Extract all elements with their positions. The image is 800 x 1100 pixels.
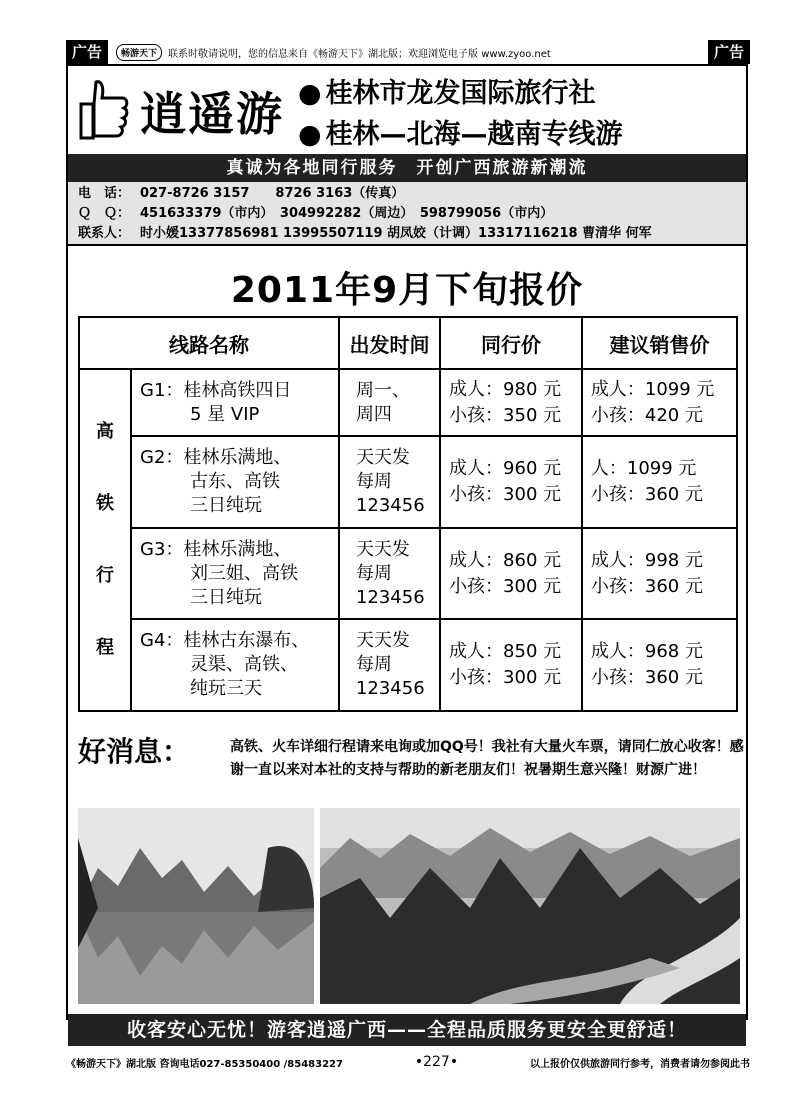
route-line: G1：桂林高铁四日 [140,379,292,401]
footer-left: 《畅游天下》湖北版 咨询电话027-85350400 /85483227 [66,1058,343,1070]
time-line: 每周 [355,654,392,676]
qq-label: Ｑ Ｑ： [78,206,131,221]
time-line: 每周 [355,562,392,584]
person-label: 联系人： [78,226,131,241]
thumbs-up-icon [78,78,130,144]
brand-logo: 逍遥游 [140,87,284,141]
footer [66,1054,750,1070]
route-line: 古东、高铁 [190,471,280,493]
qq-value: 451633379（市内） 304992282（周边） 598799056（市内） [140,206,554,221]
time-cell [339,436,440,528]
sale-price-cell [582,619,737,711]
table-header-row [79,317,737,369]
header-peer-price: 同行价 [440,317,582,369]
price-child: 小孩：360 元 [590,484,703,506]
price-child: 小孩：300 元 [449,484,562,506]
time-line: 123456 [355,586,425,608]
contact-person-line [78,224,736,244]
category-char: 高 [96,421,114,442]
route-line: 5 星 VIP [190,403,260,425]
price-adult: 成人：998 元 [590,549,703,571]
price-child: 小孩：300 元 [449,667,562,689]
price-child: 小孩：360 元 [590,575,703,597]
price-child: 小孩：360 元 [590,667,703,689]
sale-price-cell [582,528,737,620]
price-adult: 人：1099 元 [590,458,697,480]
price-table [78,316,738,712]
top-notice [108,44,708,61]
price-adult: 成人：850 元 [449,641,562,663]
price-adult: 成人：1099 元 [590,378,715,400]
table-row [79,436,737,528]
page-title: 2011年9月下旬报价 [230,270,584,311]
category-char: 铁 [96,493,114,514]
category-label [79,369,131,711]
route-line: G2：桂林乐满地、 [140,447,292,469]
table-row [79,528,737,620]
price-adult: 成人：960 元 [449,458,562,480]
peer-price-cell [440,369,582,436]
route-line: 纯玩三天 [190,678,262,700]
ad-tag-left: 广告 [66,40,108,64]
slogan-band: 真诚为各地同行服务 开创广西旅游新潮流 [68,154,746,182]
time-line: 123456 [355,495,425,517]
price-adult: 成人：968 元 [590,641,703,663]
time-line: 天天发 [355,447,410,469]
top-bar [66,40,750,64]
header [78,70,748,152]
header-sale-price: 建议销售价 [582,317,737,369]
ad-tag-right: 广告 [708,40,750,64]
header-route: 线路名称 [79,317,339,369]
qq-line [78,204,736,224]
route-focus: ● 桂林—北海—越南专线游 [298,112,623,151]
time-line: 123456 [355,678,425,700]
category-char: 行 [96,565,114,586]
route-line: G3：桂林乐满地、 [140,538,292,560]
phone-label: 电 话： [78,186,131,201]
time-line: 天天发 [355,630,410,652]
route-line: G4：桂林古东瀑布、 [140,630,310,652]
person-value: 时小媛13377856981 13995507119 胡凤姣（计调）13317116218 曹清华 何军 [140,226,652,241]
time-cell [339,528,440,620]
table-row [79,619,737,711]
river-photo [78,808,314,1004]
sale-price-cell [582,436,737,528]
route-cell [131,619,339,711]
header-time: 出发时间 [339,317,440,369]
time-line: 周一、 [355,379,410,401]
karst-landscape-photo [320,808,740,1004]
route-cell [131,528,339,620]
bottom-slogan: 收客安心无忧！游客逍遥广西——全程品质服务更安全更舒适！ [68,1014,746,1046]
phone-line [78,184,736,204]
time-line: 天天发 [355,538,410,560]
price-child: 小孩：300 元 [449,575,562,597]
phone-value: 027-8726 3157 8726 3163（传真） [140,186,405,201]
route-cell [131,369,339,436]
route-line: 三日纯玩 [190,495,262,517]
price-child: 小孩：420 元 [590,404,703,426]
publisher-logo: 畅游天下 [116,44,162,61]
time-cell [339,619,440,711]
time-line: 周四 [355,403,392,425]
price-adult: 成人：980 元 [449,378,562,400]
footer-right: 以上报价仅供旅游同行参考，消费者请勿参阅此书 [530,1058,750,1070]
contact-box [68,182,746,246]
route-cell [131,436,339,528]
time-line: 每周 [355,471,392,493]
route-line: 灵渠、高铁、 [190,654,298,676]
news-title: 好消息： [78,735,191,768]
notice-text: 联系时敬请说明，您的信息来自《畅游天下》湖北版；欢迎浏览电子版 www.zyoo.net [168,48,551,60]
peer-price-cell [440,528,582,620]
good-news-section [78,726,748,806]
route-line: 三日纯玩 [190,586,262,608]
time-cell [339,369,440,436]
page-number: •227• [414,1054,459,1070]
route-line: 刘三姐、高铁 [190,562,298,584]
news-text: 高铁、火车详细行程请来电询或加QQ号！我社有大量火车票，请同仁放心收客！感谢一直以来对本社的支持与帮助的新老朋友们！祝暑期生意兴隆！财源广进！ [230,739,744,778]
agency-name: ● 桂林市龙发国际旅行社 [298,71,623,110]
peer-price-cell [440,436,582,528]
category-char: 程 [96,637,114,658]
peer-price-cell [440,619,582,711]
agency-info [298,71,623,151]
price-adult: 成人：860 元 [449,549,562,571]
table-row [79,369,737,436]
price-child: 小孩：350 元 [449,404,562,426]
sale-price-cell [582,369,737,436]
